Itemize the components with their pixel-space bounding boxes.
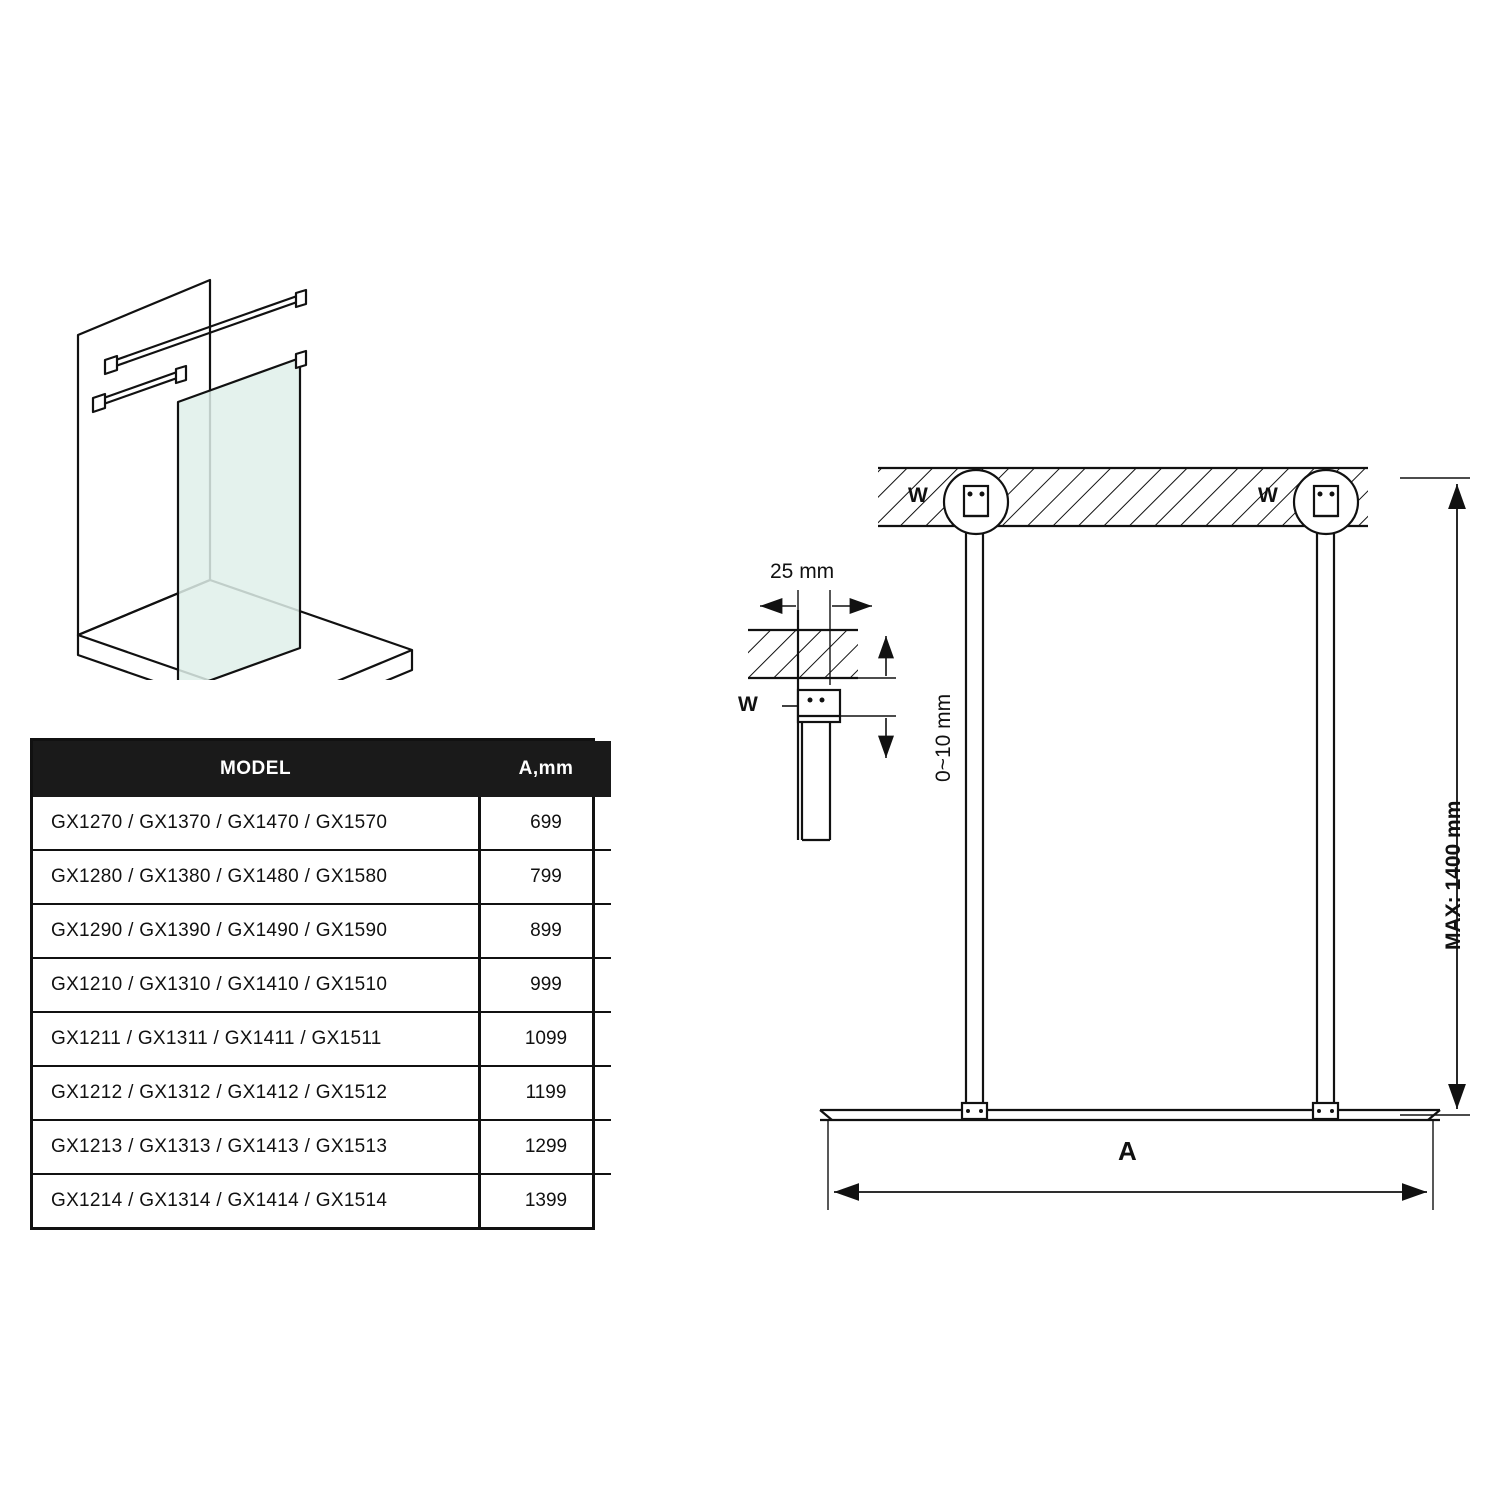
table-header-model: MODEL: [33, 741, 480, 797]
table-row: [33, 1174, 611, 1227]
table-row: [33, 797, 611, 850]
cell-a: 1299: [480, 1120, 612, 1174]
cell-a: 999: [480, 958, 612, 1012]
cell-a: 1199: [480, 1066, 612, 1120]
label-wall-bracket-right: W: [1258, 484, 1278, 507]
cell-a: 699: [480, 797, 612, 850]
cell-model: GX1270 / GX1370 / GX1470 / GX1570: [51, 812, 388, 833]
cell-a: 799: [480, 850, 612, 904]
table-header-row: [33, 741, 611, 797]
label-detail-bracket: W: [738, 693, 758, 716]
cell-a: 899: [480, 904, 612, 958]
label-width-dimension: A: [1118, 1136, 1137, 1166]
table-row: [33, 1066, 611, 1120]
table-row: [33, 1012, 611, 1066]
cell-a: 1399: [480, 1174, 612, 1227]
table-header-a: A,mm: [480, 741, 612, 797]
isometric-illustration: [60, 250, 480, 680]
cell-model: GX1212 / GX1312 / GX1412 / GX1512: [33, 1066, 480, 1120]
table-row: [33, 850, 611, 904]
cell-model: GX1210 / GX1310 / GX1410 / GX1510: [33, 958, 480, 1012]
cell-model: GX1280 / GX1380 / GX1480 / GX1580: [33, 850, 480, 904]
label-height-max: MAX: 1400 mm: [1442, 800, 1465, 950]
label-detail-gap: 0~10 mm: [932, 693, 955, 782]
cell-model: GX1213 / GX1313 / GX1413 / GX1513: [33, 1120, 480, 1174]
cell-model: GX1214 / GX1314 / GX1414 / GX1514: [33, 1174, 480, 1227]
technical-drawing: [700, 420, 1480, 1270]
cell-a: 1099: [480, 1012, 612, 1066]
label-wall-bracket-left: W: [908, 484, 928, 507]
table-row: [33, 958, 611, 1012]
table-row: [33, 904, 611, 958]
table-row: [33, 1120, 611, 1174]
cell-model: GX1290 / GX1390 / GX1490 / GX1590: [33, 904, 480, 958]
cell-model: GX1211 / GX1311 / GX1411 / GX1511: [33, 1012, 480, 1066]
model-table: [30, 738, 595, 1230]
label-detail-thickness: 25 mm: [770, 560, 835, 583]
